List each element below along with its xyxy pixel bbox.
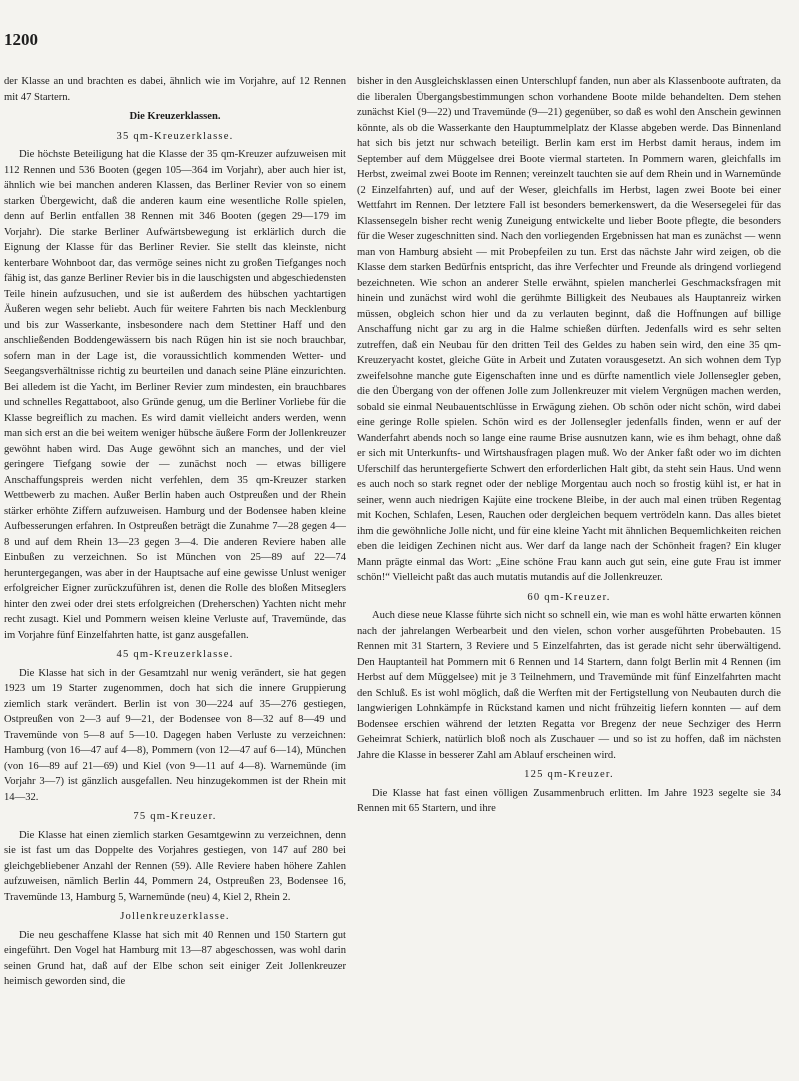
right-column xyxy=(357,74,781,817)
paragraph-intro: der Klasse an und brachten es dabei, ähnlich wie im Vorjahre, auf 12 Rennen mit 47 Startern. xyxy=(4,76,346,103)
paragraph-75qm: Die Klasse hat einen ziemlich starken Gesamtgewinn zu verzeichnen, denn sie ist fast um das Doppelte des Vorjahres gestiegen, von 147 auf 280 bei gleichgebliebener Anzahl der Rennen (59). Alle Reviere haben höhere Zahlen aufzuweisen, nämlich Berlin 44, Pommern 24, Ostpreußen 23, Bodensee 16, Travemünde 13, Hamburg 5, Warnemünde (neu) 4, Kiel 2, Rhein 2. xyxy=(4,829,346,903)
heading-45qm: 45 qm-Kreuzerklasse. xyxy=(116,649,234,660)
paragraph-jollenkreuzer-continued: bisher in den Ausgleichsklassen einen Unterschlupf fanden, nun aber als Klassenboote auftraten, da die liberalen Übergangsbestimmungen schon vorhandene Boote milde behandelten. Dem stehen zunächst Kiel (9—22) und Travemünde (9—21) gegenüber, so daß es wohl den Anschein gewinnen könnte, als ob die Wasserkante den Hauptummelplatz der Klasse abgeben werde. Das Binnenland hat sich bis jetzt nur schwach beteiligt. Berlin kam erst im Herbst damit heraus, indem im September auf dem Müggelsee drei Boote viermal starteten. In Pommern waren, gleichfalls im Herbst, zweimal zwei Boote im Rennen; vereinzelt tauchten sie auf dem Rhein und in Warnemünde (2 Einzelfahrten) auf, und auf der Weser, gleichfalls im Herbst, lagen zwei Boote bei einer Wettfahrt im Rennen. Der letztere Fall ist besonders bemerkenswert, da die Wesersegelei für das Klassensegeln bisher recht wenig Zuneigung entwickelte und lieber Boote pflegte, die besonders für die Weser zugeschnitten sind. Nach den vorliegenden Ergebnissen hat man es zunächst — wenn man von Hamburg absieht — mit Probepfeilen zu tun. Erst das nächste Jahr wird zeigen, ob die Klasse dem starken Bedürfnis entspricht, das ihre Verfechter und Freunde als dringend vorliegend bezeichneten. Wie schon an anderer Stelle erwähnt, spielen mancherlei Geschmacksfragen mit hinein und zunächst wird wohl die gerühmte Billigkeit des Neubaues als Hauptanreiz wirken müssen, obgleich schon hier und da zu verlauten beginnt, daß die Hoffnungen auf billige Anschaffung nicht gar zu arg in die Halme schießen dürften. Jedenfalls wird es sehr selten zutreffen, daß ein Neubau für den dritten Teil des Geldes zu haben sein wird, den eine 35 qm-Kreuzeryacht kostet, gleiche Güte in Arbeit und Zutaten vorausgesetzt. An sich wohnen dem Typ zweifelsohne manche gute Eigenschaften inne und es dürfte namentlich viele Jollensegler geben, die den Übergang von der offenen Jolle zum Jollenkreuzer mit vielem Vergnügen machen werden, sobald sie einmal Neubauentschlüsse in Erwägung ziehen. Ob schön oder nicht schön, wird dabei eine geringe Rolle spielen. Schön wird es der Jollensegler jedenfalls finden, wenn er auf der Wanderfahrt abends noch so lange eine raume Brise ausnutzen kann, wie es ihm behagt, ohne daß er sich mit Unterkunfts- und Wirtshausfragen plagen muß. Wo der Anker faßt oder wo im dichten Uferschilf das heruntergefierte Schwert den erforderlichen Halt gibt, da steht sein Haus. Und wenn es auch noch so stark regnet oder der neblige Morgentau auch noch so frostig kühl ist, er hat in seiner, wenn auch niedrigen Kajüte eine trockene Bleibe, in der auch mal einen trüben Regentag mit Kochen, Schlafen, Lesen, Rauchen oder dergleichen bequem vertrödeln kann. Das alles bietet ihm die gewöhnliche Jolle nicht, und für eine kleine Yacht mit ähnlichen Bequemlichkeiten reichen eben die leidigen Zechinen nicht aus. Wer darf da lange nach der Schönheit fragen? Ein kluger Mann prägte einmal das Wort: „Eine schöne Frau kann auch gut sein, eine gute Frau ist immer schön!“ Vielleicht paßt das auch mutatis mutandis auf die Jollenkreuzer. xyxy=(357,76,781,583)
paragraph-jollenkreuzer: Die neu geschaffene Klasse hat sich mit 40 Rennen und 150 Startern gut eingeführt. Den Vogel hat Hamburg mit 13—87 abgeschossen, was wohl darin seinen Grund hat, daß auf der Elbe schon seit einiger Zeit Jollenkreuzer heimisch geworden sind, die xyxy=(4,929,346,987)
heading-60qm: 60 qm-Kreuzer. xyxy=(527,591,611,603)
paragraph-60qm: Auch diese neue Klasse führte sich nicht so schnell ein, wie man es wohl hätte erwarten können nach der jahrelangen Werbearbeit und den vielen, schon vorher ausgeführten Probebauten. 15 Rennen mit 31 Startern, 3 Reviere und 5 Einzelfahrten, das ist gerade nicht sehr überwältigend. Den Hauptanteil hat Pommern mit 6 Rennen und 14 Startern, dann folgt Berlin mit 4 Rennen (im Herbst auf dem Müggelsee) mit je 3 Teilnehmern, und Travemünde mit fünf Einzelfahrten macht den Schluß. Es ist wohl möglich, daß die Werften mit der Fertigstellung von Neubauten durch die langwierigen Lohnkämpfe in Rückstand kamen und nicht frühzeitig liefern konnten — auf dem Bodensee erschien während der letzten Regatta vor Bregenz der neue Sechziger des Herrn Geheimrat Schierk, natürlich bloß noch als Zuschauer — und so ist zu hoffen, daß im nächsten Jahre die Klasse in besserer Zahl am Ablauf erscheinen wird. xyxy=(357,610,781,761)
heading-75qm: 75 qm-Kreuzer. xyxy=(133,811,217,822)
left-column xyxy=(4,74,346,990)
heading-125qm: 125 qm-Kreuzer. xyxy=(524,769,614,780)
paragraph-125qm: Die Klasse hat fast einen völligen Zusammenbruch erlitten. Im Jahre 1923 segelte sie 34 Rennen mit 65 Startern, und ihre xyxy=(357,787,781,814)
heading-35qm: 35 qm-Kreuzerklasse. xyxy=(116,130,234,142)
paragraph-35qm: Die höchste Beteiligung hat die Klasse der 35 qm-Kreuzer aufzuweisen mit 112 Rennen und 536 Booten (gegen 105—364 im Vorjahr), aber auch hier ist, ähnlich wie bei manchen anderen Klassen, das Berliner Revier von so einem starken Übergewicht, daß die anderen kaum eine wesentliche Rolle spielen, denn auf Berlin entfallen 38 Rennen mit 346 Booten (gegen 29—179 im Vorjahr). Die starke Berliner Aufwärtsbewegung ist erklärlich durch die Eignung der Klasse für das Berliner Revier. Sie stellt das kleinste, nicht kenterbare Wohnboot dar, das vermöge seines nicht zu großen Tiefganges noch fähig ist, das ganze Berliner Revier bis in die lauschigsten und abgeschiedensten Teile hinein aufzusuchen, und sie ist außerdem des hübschen yachtartigen Äußeren wegen sehr beliebt. Auch für weitere Fahrten bis nach Mecklenburg und bis zur Wasserkante, insbesondere nach dem Stettiner Haff und den anschließenden Boddengewässern bis nach Rügen hin ist sie noch brauchbar, sofern man in der Lage ist, die voraussichtlich kommenden Wetter- und Seegangsverhältnisse richtig zu beurteilen und danach seine Pläne einzurichten. Bei alledem ist die Yacht, im Berliner Revier zum mindesten, ein brauchbares und schnelles Regattaboot, also Gründe genug, um die Berliner Vorliebe für die Klasse begreiflich zu machen. Es wird damit vielleicht anders werden, wenn man sich erst an die bei weitem weniger hübsche äußere Form der Jollenkreuzer gewöhnt haben wird. Das Auge gewöhnt sich an manches, und der viel geringere Tiefgang sowie der — zunächst noch — etwas billigere Anschaffungspreis werden nicht verfehlen, dem 35 qm-Kreuzer starken Wettbewerb zu machen. Außer Berlin haben auch Ostpreußen und der Rhein stärker erhöhte Ziffern aufzuweisen. Hamburg und der Bodensee haben kleine Aufbesserungen erfahren. In Ostpreußen beträgt die Zunahme 7—28 gegen 4—8 und auf dem Rhein 13—23 gegen 3—4. Die anderen Reviere haben alle Einbußen zu verzeichnen. So ist München von 25—89 auf 22—74 heruntergegangen, was aber in der Hauptsache auf eine gewisse Unlust weniger erfolgreicher Eigner zurückzuführen ist, denen die Rolle des bloßen Mitseglers hinter den zwei oder drei stets erfolgreichen (Dreherschen) Yachten nicht mehr recht zusagt. Kiel und Pommern weisen kleine Verluste auf, Travemünde, das im Vorjahre fünf Einzelfahrten hatte, ist ganz ausgefallen. xyxy=(4,149,346,641)
heading-jollenkreuzer: Jollenkreuzerklasse. xyxy=(120,911,230,922)
paragraph-45qm: Die Klasse hat sich in der Gesamtzahl nur wenig verändert, sie hat gegen 1923 um 19 Starter zugenommen, doch hat sich die innere Gruppierung ziemlich stark verändert. Berlin ist von 30—224 auf 35—276 gestiegen, Ostpreußen von 2—3 auf 9—21, der Bodensee von 8—32 auf 8—49 und Travemünde von 5—8 auf 5—10. Dagegen haben Verluste zu verzeichnen: Hamburg (von 16—47 auf 4—8), Pommern (von 12—47 auf 6—14), München (von 16—89 auf 21—69) und Kiel (von 9—11 auf 4—8). Warnemünde (im Vorjahr 3—7) ist gänzlich ausgefallen. Neu hinzugekommen ist der Rhein mit 14—32. xyxy=(4,667,346,803)
page-number: 1200 xyxy=(4,30,38,49)
heading-kreuzerklassen: Die Kreuzerklassen. xyxy=(129,111,221,122)
